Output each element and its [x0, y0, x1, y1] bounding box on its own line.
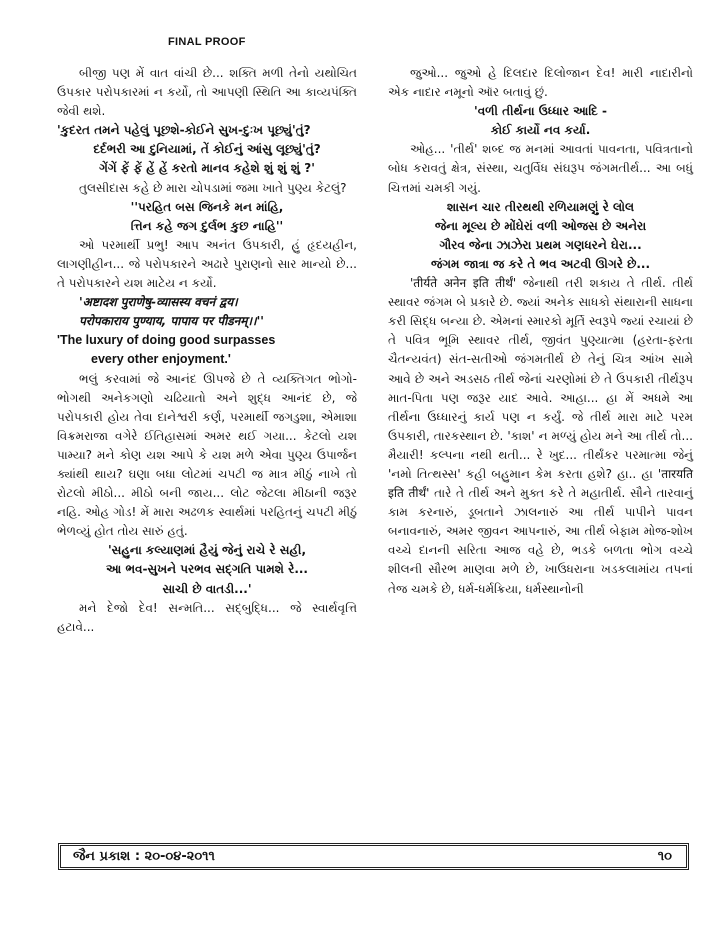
verse-line: 'વળી તીર્થના ઉધ્ધાર આદિ - — [474, 104, 607, 119]
paragraph: ઓ પરમાર્થી પ્રભુ! આપ અનંત ઉપકારી, હું હૃદયહીન, લાગણીહીન... જે પરોપકારને અઢારે પુરાણનો સાર માન્યો છે... તે પરોપકારને યશ માટેય ન કર્યો. — [57, 237, 357, 291]
final-proof-label: FINAL PROOF — [168, 36, 246, 48]
verse-line: કોઈ કાર્યો નવ કર્યા. — [490, 123, 591, 138]
verse-line: દર્દભરી આ દુનિયામાં, તેં કોઈનું આંસુ લૂછ્યું'તું? — [93, 142, 321, 157]
paragraph: ભલું કરવામાં જે આનંદ ઊપજે છે તે વ્યક્તિગત ભોગો-ભોગથી અનેકગણો ચઢિયાતો અને શુદ્ધ આનંદ છે, જે પરોપકારી હોય તેવા દાનેશ્વરી કર્ણ, પરમાર્થી જગડુશા, એમાશા વિક્રમરાજા વગેરે ઈતિહાસમાં અમર થઈ ગયા... કેટલો યશ પામ્યા? મને કોણ યશ આપે કે યશ મળે એવા પુણ્ય ઉપાર્જન ક્યાંથી થાય? ઘણા બધા લોટમાં ચપટી જ માત્ર મીઠું નાખે તો રોટલો મીઠો... મીઠો બની જાય... લોટ જેટલા મીઠાની જરૂર નહિ. ઓહ ગોડ! મેં મારા અઢળક સ્વાર્થમાં પરહિતનું ચપટી મીઠું ભેળવ્યું હોત તોય સારું હતું. — [57, 371, 357, 539]
paragraph: તુલસીદાસ કહે છે મારા ચોપડામાં જમા ખાતે પુણ્ય કેટલું? — [79, 180, 347, 195]
verse-line: સાચી છે વાતડી...' — [162, 581, 252, 596]
right-column — [388, 64, 693, 599]
verse-line: 'કુદરત તમને પહેલું પૂછશે-કોઈને સુખ-દુઃખ પૂછ્યું'તું? — [57, 123, 311, 138]
page-number: ૧૦ — [657, 849, 672, 864]
verse-line: ''પરહિત બસ જિનકે મન માંહિ, — [130, 199, 284, 214]
left-column — [57, 64, 357, 637]
sanskrit-line: परोपकाराय पुण्याय, पापाय पर पीडनम्।।'' — [79, 314, 264, 329]
verse-line: ગૌરવ જેના ઝાઝેરા પ્રથમ ગણધરને ઘેરા... — [439, 237, 642, 252]
english-quote-line: every other enjoyment.' — [91, 352, 231, 367]
paragraph: જુઓ... જુઓ હે દિલદાર દિલોજાન દેવ! મારી નાદારીનો એક નાદાર નમૂનો ઑર બતાવું છું. — [388, 66, 693, 100]
publication-date: જૈન પ્રકાશ : ૨૦-૦૪-૨૦૧૧ — [73, 849, 215, 864]
verse-line: ગેંગેં ફેં ફેં હેં હેં કરતો માનવ કહેશે શું શું શું ?' — [99, 161, 315, 176]
page-footer — [58, 843, 689, 870]
verse-line: ત્તિન કહે જગ દુર્લભ કુછ નાહિ'' — [130, 218, 284, 233]
verse-line: જેના મૂલ્ય છે મોંઘેરાં વળી ઓજસ છે અનેરા — [434, 218, 647, 233]
verse-line: જંગમ જાત્રા જ કરે તે ભવ અટવી ઊગરે છે... — [430, 256, 651, 271]
verse-line: 'સહુના કલ્યાણમાં હૈયું જેનું રાચે રે સહી, — [107, 543, 307, 558]
verse-line: શાસન ચાર તીરથથી રળિયામણું રે લોલ — [446, 199, 635, 214]
english-quote-line: 'The luxury of doing good surpasses — [57, 333, 276, 348]
paragraph: મને દેજો દેવ! સન્મતિ... સદ્‌બુદ્ધિ... જે સ્વાર્થવૃત્તિ હટાવે... — [57, 600, 357, 634]
paragraph: 'तीर्यते अनेन इति तीर्थं' જેનાથી તરી શકાય તે તીર્થ. તીર્થ સ્થાવર જંગમ બે પ્રકારે છે. જ્યાં અનેક સાધકો સંથારાની સાધના કરી સિદ્ધ બન્યા છે. એમનાં સ્મારકો મૂર્તિ સ્વરૂપે જ્યાં રચાયાં છે તે પવિત્ર ભૂમિ સ્થાવર તીર્થ, જીવંત પુણ્યાત્મા (હરતા-ફરતા ચૈતન્યવંત) સંત-સતીઓ જંગમતીર્થ છે તેનું ચિત્ર આંખ સામે આવે છે અને અડસઠ તીર્થ જેનાં ચરણોમાં છે તે ઉપકારી તીર્થરૂપ માત-પિતા પણ જરૂર યાદ આવે. આહા... હા મેં અધમે આ તીર્થના ઉધ્ધારનું કાર્ય પણ ન કર્યું. જે તીર્થ મારા માટે પરમ ઉપકારી, તારકસ્થાન છે. 'કાશ' ન મળ્યું હોય મને આ તીર્થ તો... મૈયારી! કલ્પના નથી થતી... રે ખુદ... તીર્થંકર પરમાત્મા જેનું 'નમો તિત્થસ્સ' કહી બહુમાન કેમ કરતા હશે? હા.. હા 'तारयति इति तीर्थं' તારે તે તીર્થ અને મુક્ત કરે તે મહાતીર્થ. સૌને તારવાનું કામ કરનારું, ડૂબતાને ઝાલનારું આ તીર્થ પાપીને પાવન બનાવનારું, અમર જીવન આપનારું, આ તીર્થ બેફામ મોજ-શોખ વચ્ચે દાનની સરિતા આજ વહે છે, ભડકે બળતા ભોગ વચ્ચે શીલની સૌરભ માણવા મળે છે, ખાઉધરાના ખડકલામાંય તપનાં તેજ ચમકે છે, ધર્મ-ધર્મક્રિયા, ધર્મસ્થાનોની — [388, 276, 693, 596]
paragraph: બીજી પણ મેં વાત વાંચી છે... શક્તિ મળી તેનો યથોચિત ઉપકાર પરોપકારમાં ન કર્યો, તો આપણી સ્થિતિ આ કાવ્યપંક્તિ જેવી થશે. — [57, 66, 357, 119]
sanskrit-line: 'अष्टादश पुराणेषु-व्यासस्य वचनं द्वय। — [79, 295, 238, 310]
verse-line: આ ભવ-સુખને પરભવ સદ્‌ગતિ પામશે રે... — [106, 562, 308, 577]
paragraph: ઓહ... 'તીર્થ' શબ્દ જ મનમાં આવતાં પાવનતા, પવિત્રતાનો બોધ કરાવતું ક્ષેત્ર, સંસ્થા, ચતુર્વિધ સંઘરૂપ જંગમતીર્થ... આ બધું ચિત્તમાં ચમકી ગયું. — [388, 142, 693, 195]
